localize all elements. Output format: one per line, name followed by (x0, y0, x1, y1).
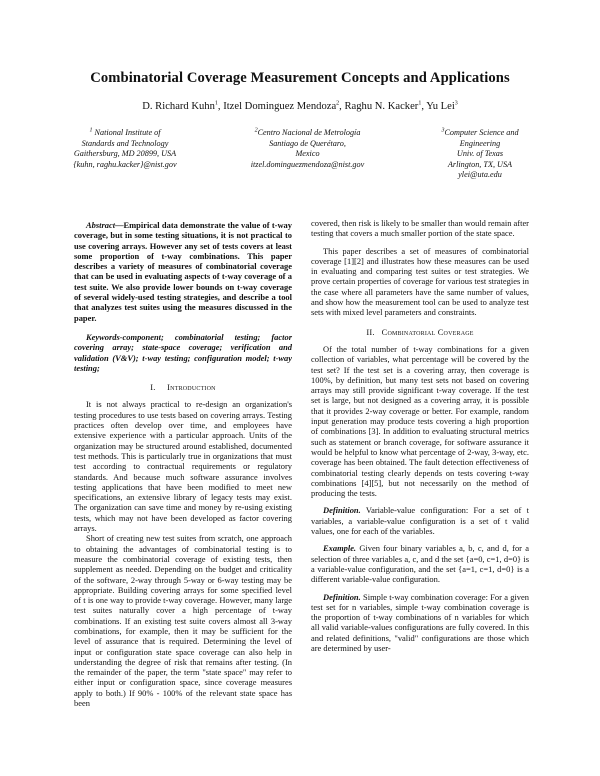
body-paragraph: covered, then risk is likely to be smaller than would remain after testing that covers a much smaller portion of the state space. (311, 218, 529, 239)
author-sup: 2 (336, 100, 340, 107)
example-label: Example. (323, 543, 357, 554)
affiliation-line: Arlington, TX, USA (447, 159, 513, 169)
author-name: D. Richard Kuhn (142, 101, 215, 112)
body-paragraph: It is not always practical to re-design an organization's testing procedures to use tests based on covering arrays. Testing practices often develop over time, and employees have extensive experience with a particular approach. Units of the organization may be structured around established, documented test methods. This is particularly true in organizations that must test according to contractual requirements or regulatory standards. And because much software assurance involves testing applications that have been modified to meet new specifications, an extensive library of legacy tests may exist. The organization can save time and money by re-using existing tests, which may not have been developed as factor covering arrays. (74, 399, 292, 534)
affiliation-line: Standards and Technology (81, 138, 169, 148)
body-paragraph: This paper describes a set of measures of combinatorial coverage [1][2] and illustrates how these measures can be used in evaluating and comparing test suites or test strategies. We prove certain properties of coverage for various test strategies in the case where all parameters have the same number of values, and show how the measurement tool can be used to analyze test sets with mixed level parameters and constraints. (311, 245, 529, 318)
body-paragraph: Short of creating new test suites from scratch, one approach to obtaining the advantages of combinatorial testing is to measure the combinatorial coverage of existing tests, then supplement as needed. Depending on the budget and criticality of the software, 2-way through 5-way or 6-way testing may be appropriate. Building covering arrays for some specified level of t is one way to provide t-way coverage. However, many large test suites naturally cover a high percentage of t-way combinations. If an existing test suite covers almost all 3-way combinations, for example, then it may be sufficient for the level of assurance that is required. Determining the level of input or configuration state space coverage can also help in understanding the degree of risk that remains after testing. (In the remainder of the paper, the term "state space" may refer to either input or configuration space, since coverage measures apply to both.) If 90% - 100% of the relevant state space has been (74, 533, 292, 709)
affiliation-line: Centro Nacional de Metrología (257, 128, 361, 137)
affiliation-line: Engineering (459, 138, 501, 148)
section-number: I. (150, 382, 156, 393)
affiliation-uta (410, 128, 550, 181)
example-text: Given four binary variables a, b, c, and d, for a selection of three variables a, c, and d the set {a=0, c=1, d=0} is a variable-value configuration, and the set {a=1, c=1, d=0} is a different variable-value configuration. (311, 543, 530, 585)
definition-text: Simple t-way combination coverage: For a given test set for n variables, simple t-way combination coverage is the proportion of t-way combinations of n variables for which all valid variable-values configurations are fully covered. In this and related definitions, "valid" configurations are those which are determined by user- (311, 591, 529, 653)
affiliation-line: Santiago de Querétaro, (269, 138, 346, 148)
section-number: II. (366, 326, 375, 337)
definition-label: Definition. (323, 505, 361, 516)
section-heading-combinatorial-coverage (311, 327, 529, 337)
definition-text: Variable-value configuration: For a set of t variables, a variable-value configuration is a set of t valid values, one for each of the variables. (311, 505, 529, 537)
example-variable-value (311, 543, 529, 584)
paper-title: Combinatorial Coverage Measurement Concepts and Applications (90, 70, 510, 86)
author-name: Itzel Dominguez Mendoza (223, 101, 337, 112)
author-list: D. Richard Kuhn$^1$, Itzel Dominguez Mendoza$^2$, Raghu N. Kacker$^1$, Yu Lei$^3$ (142, 100, 458, 112)
author-sup: 1 (418, 100, 422, 107)
affiliation-cenam (228, 128, 388, 181)
affiliation-line: Univ. of Texas (456, 149, 504, 159)
affiliation-sup: 2 (254, 127, 258, 134)
affiliation-email: {kuhn, raghu.kacker}@nist.gov (73, 159, 177, 169)
left-column (74, 220, 292, 708)
author-sup: 1 (214, 100, 218, 107)
abstract-dash: — (115, 220, 124, 230)
affiliation-sup: 3 (441, 127, 445, 134)
author-name: Yu Lei (426, 101, 455, 112)
abstract-label: Abstract (86, 220, 116, 230)
definition-label: Definition. (323, 591, 361, 602)
author-name: Raghu N. Kacker (344, 101, 419, 112)
affiliation-nist (60, 128, 190, 181)
affiliation-email: ylei@uta.edu (458, 170, 502, 180)
definition-variable-value (311, 505, 529, 536)
section-heading-introduction (74, 382, 292, 392)
author-sup: 3 (454, 100, 458, 107)
affiliations (60, 128, 550, 181)
abstract (74, 220, 292, 323)
definition-simple-coverage (311, 592, 529, 654)
affiliation-line: Mexico (295, 149, 320, 159)
affiliation-line: National Institute of (94, 128, 161, 137)
section-title: Introduction (167, 382, 216, 393)
right-column (311, 218, 529, 653)
section-title: Combinatorial Coverage (381, 326, 474, 337)
affiliation-sup: 1 (89, 127, 93, 134)
affiliation-email: itzel.dominguezmendoza@nist.gov (250, 159, 365, 169)
affiliation-line: Computer Science and (444, 128, 519, 137)
keywords: Keywords-component; combinatorial testing; factor covering array; state-space coverage; verification and validation (V&V); t-way testing; configuration model; t-way testing; (74, 331, 292, 373)
body-paragraph: Of the total number of t-way combinations for a given collection of variables, what percentage will be covered by the test set? If the test set is a covering array, then coverage is 100%, by definition, but many test sets not based on covering arrays may still provide significant t-way coverage. If the test set is large, but not designed as a covering array, it is possible that it provides 2-way coverage or better. For example, random input generation may produce tests covering a high proportion of combinations [3]. In addition to evaluating structural metrics such as statement or branch coverage, for software assurance it would be helpful to know what percentage of 2-way, 3-way, etc. coverage has been obtained. The fault detection effectiveness of combinatorial testing clearly depends on tests covering t-way combinations [4][5], but not necessarily on the method of producing the tests. (311, 343, 529, 499)
abstract-text: Empirical data demonstrate the value of t-way coverage, but in some testing situations, it is not practical to use covering arrays. However any set of tests covers at least some proportion of t-way combinations. This paper describes a variety of measures of combinatorial coverage that can be used in evaluating aspects of t-way coverage of a test suite. We also provide lower bounds on t-way coverage of several widely-used testing strategies, and describe a tool that analyzes test suites using the measures discussed in the paper. (74, 220, 292, 323)
affiliation-line: Gaithersburg, MD 20899, USA (73, 149, 177, 159)
